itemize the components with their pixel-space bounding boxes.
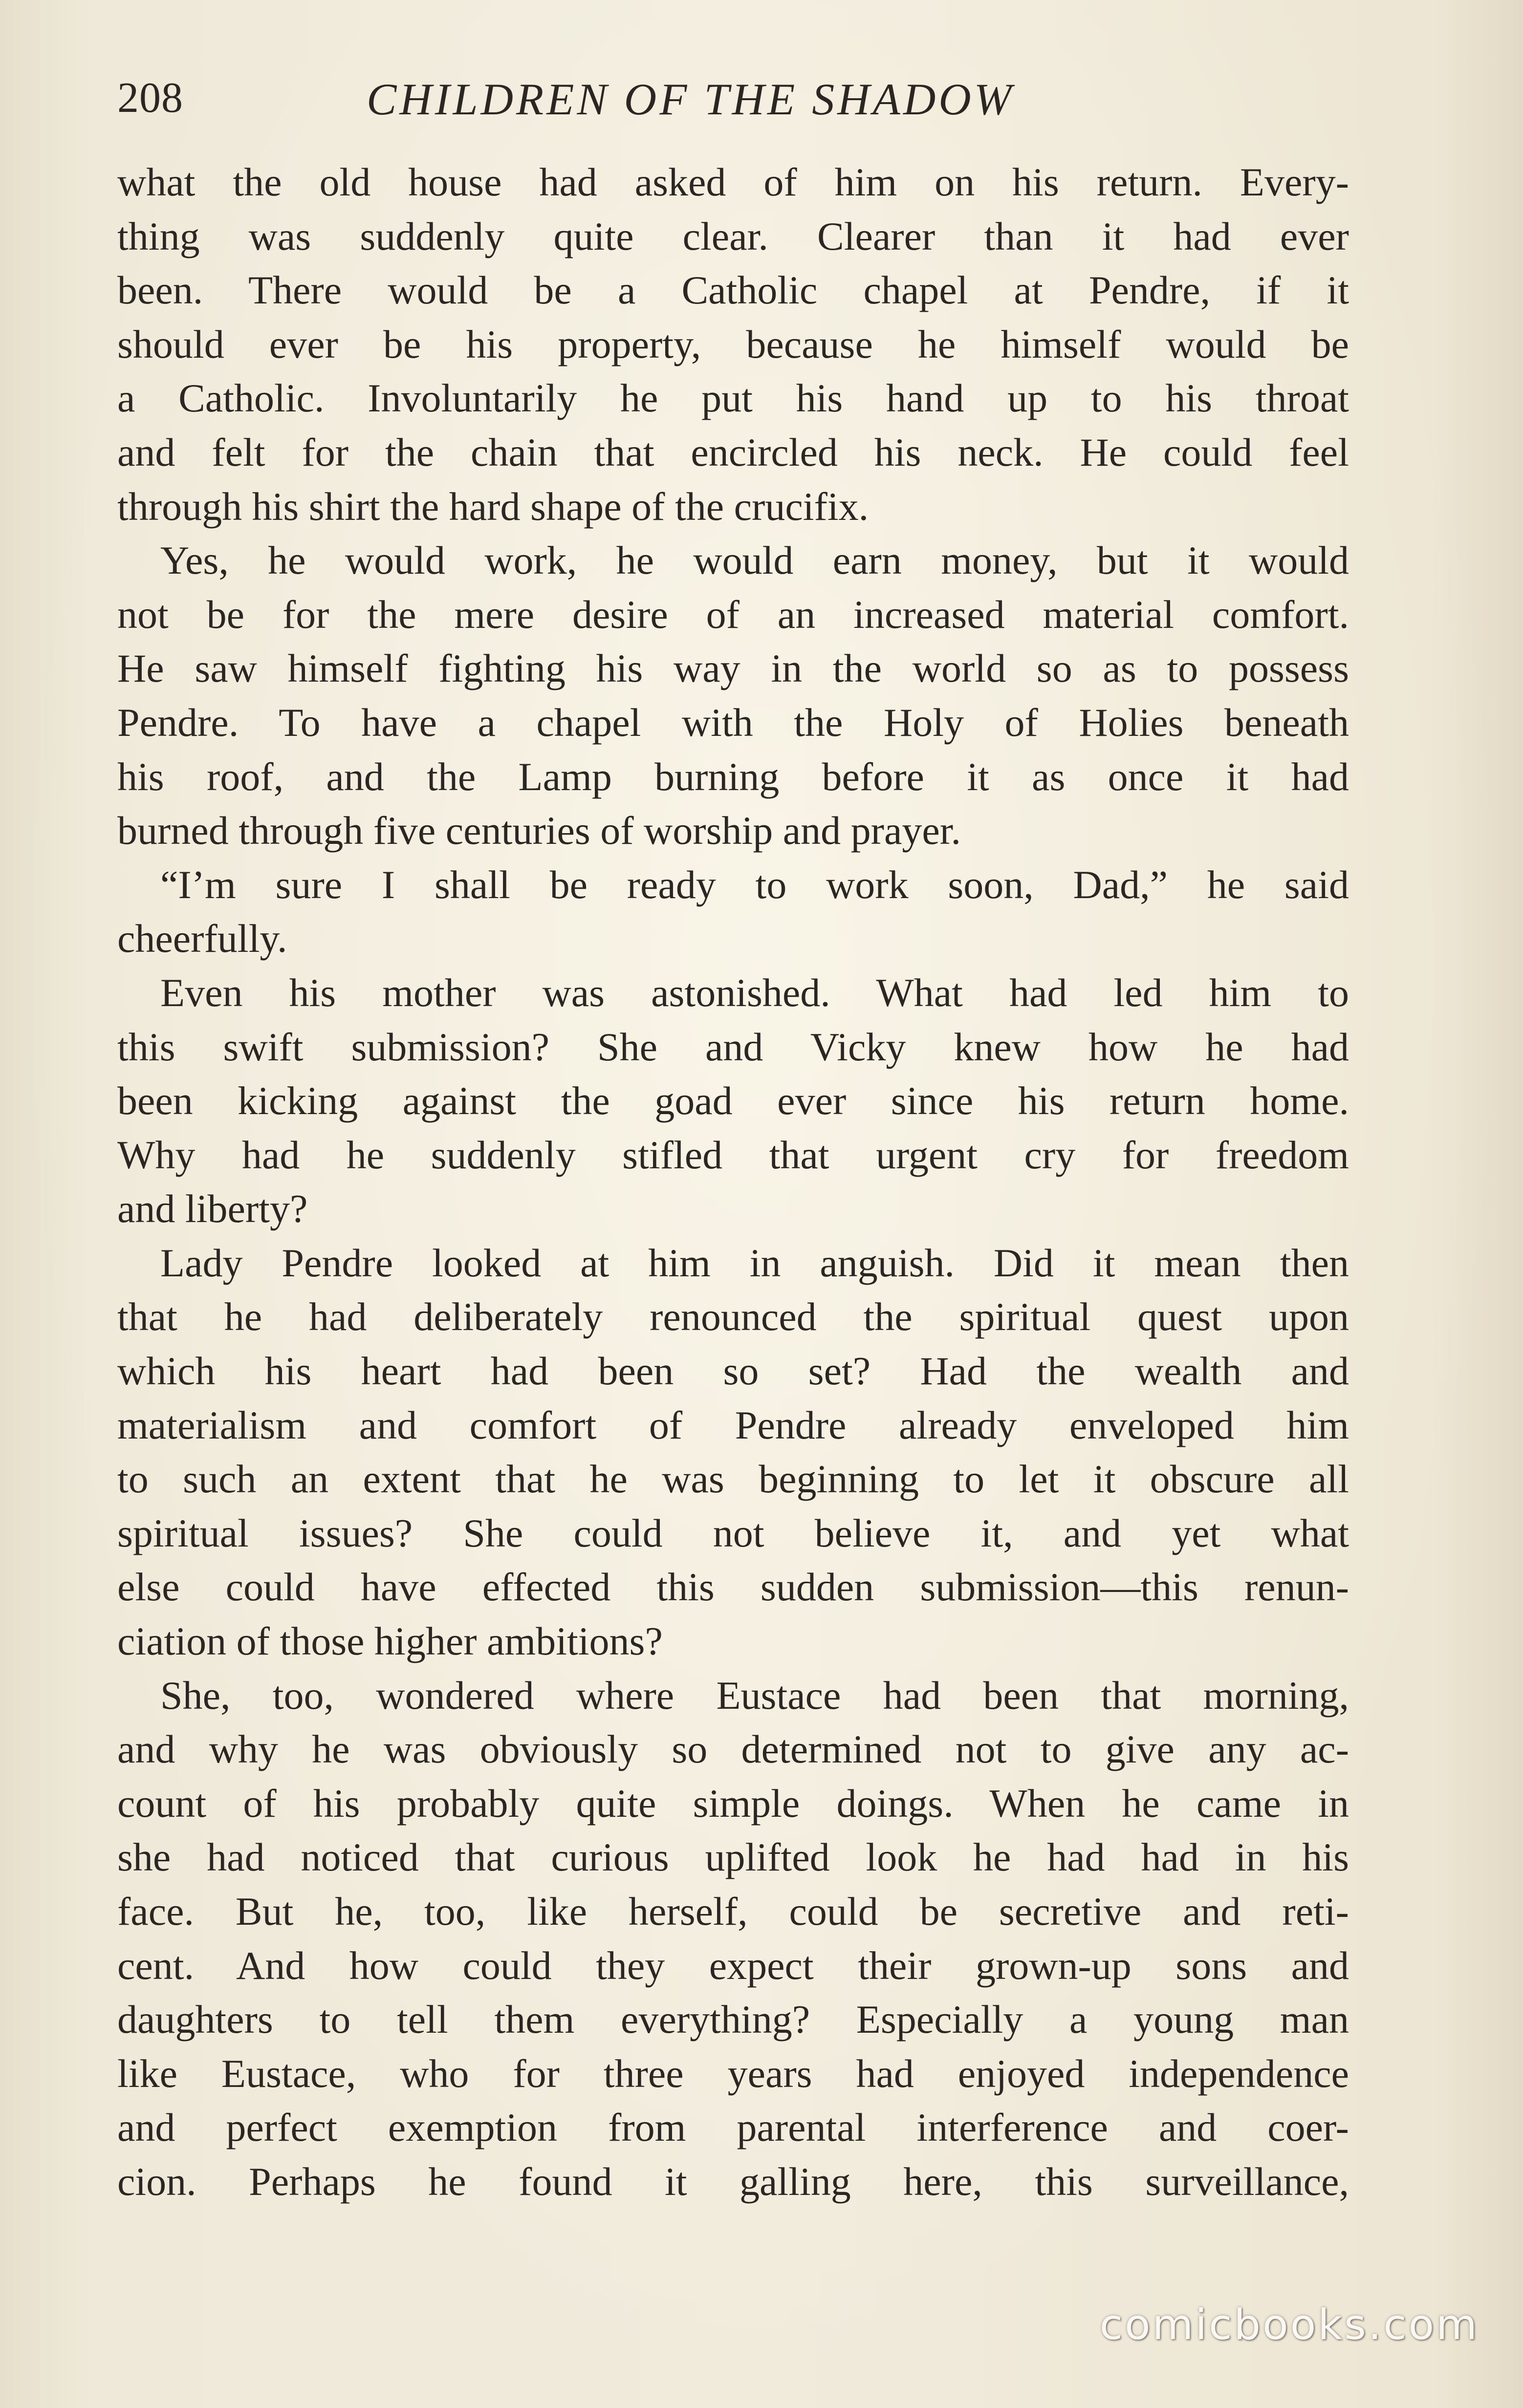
text-line: should ever be his property, because he himself would be — [117, 322, 1349, 366]
text-line: through his shirt the hard shape of the crucifix. — [117, 484, 869, 529]
text-line: “I’m sure I shall be ready to work soon, Dad,” he said — [160, 862, 1349, 907]
text-line: cheerfully. — [117, 916, 287, 961]
text-line: she had noticed that curious uplifted look he had had in his — [117, 1835, 1349, 1880]
text-line: thing was suddenly quite clear. Clearer than it had ever — [117, 214, 1349, 258]
text-line: She, too, wondered where Eustace had been that morning, — [160, 1673, 1349, 1718]
text-line: Why had he suddenly stifled that urgent cry for freedom — [117, 1132, 1349, 1177]
text-line: and felt for the chain that encircled his neck. He could feel — [117, 430, 1349, 474]
text-line: Even his mother was astonished. What had led him to — [160, 970, 1349, 1015]
text-line: this swift submission? She and Vicky knew how he had — [117, 1024, 1349, 1069]
text-line: not be for the mere desire of an increased material comfort. — [117, 592, 1349, 637]
text-line: daughters to tell them everything? Especially a young man — [117, 1997, 1349, 2042]
text-line: Yes, he would work, he would earn money, but it would — [160, 538, 1349, 583]
text-line: Pendre. To have a chapel with the Holy of Holies beneath — [117, 700, 1349, 745]
text-line: else could have effected this sudden submission—this renun- — [117, 1565, 1349, 1610]
text-line: what the old house had asked of him on his return. Every- — [117, 160, 1349, 204]
text-line: cent. And how could they expect their grown-up sons and — [117, 1943, 1349, 1988]
text-line: and perfect exemption from parental interference and coer- — [117, 2105, 1349, 2150]
body-text — [117, 155, 1349, 2209]
text-line: spiritual issues? She could not believe it, and yet what — [117, 1510, 1349, 1555]
page-header — [117, 68, 1349, 132]
text-line: which his heart had been so set? Had the wealth and — [117, 1349, 1349, 1394]
text-line: been kicking against the goad ever since his return home. — [117, 1078, 1349, 1123]
running-head: CHILDREN OF THE SHADOW — [367, 74, 1015, 124]
text-line: count of his probably quite simple doings. When he came in — [117, 1781, 1349, 1826]
watermark: comicbooks.com — [1099, 2300, 1479, 2349]
text-line: materialism and comfort of Pendre already enveloped him — [117, 1402, 1349, 1447]
text-line: and why he was obviously so determined not to give any ac- — [117, 1727, 1349, 1772]
page-number: 208 — [117, 74, 183, 122]
text-line: and liberty? — [117, 1186, 308, 1231]
text-line: that he had deliberately renounced the spiritual quest upon — [117, 1294, 1349, 1339]
text-line: his roof, and the Lamp burning before it as once it had — [117, 754, 1349, 799]
text-line: a Catholic. Involuntarily he put his hand up to his throat — [117, 376, 1349, 421]
text-line: like Eustace, who for three years had enjoyed independence — [117, 2051, 1349, 2096]
text-line: face. But he, too, like herself, could be secretive and reti- — [117, 1889, 1349, 1934]
text-line: ciation of those higher ambitions? — [117, 1619, 663, 1664]
text-line: cion. Perhaps he found it galling here, this surveillance, — [117, 2159, 1349, 2204]
text-line: He saw himself fighting his way in the world so as to possess — [117, 646, 1349, 691]
text-line: Lady Pendre looked at him in anguish. Did it mean then — [160, 1240, 1349, 1285]
text-line: burned through five centuries of worship and prayer. — [117, 808, 961, 853]
text-line: been. There would be a Catholic chapel at Pendre, if it — [117, 268, 1349, 313]
text-line: to such an extent that he was beginning to let it obscure all — [117, 1457, 1349, 1502]
